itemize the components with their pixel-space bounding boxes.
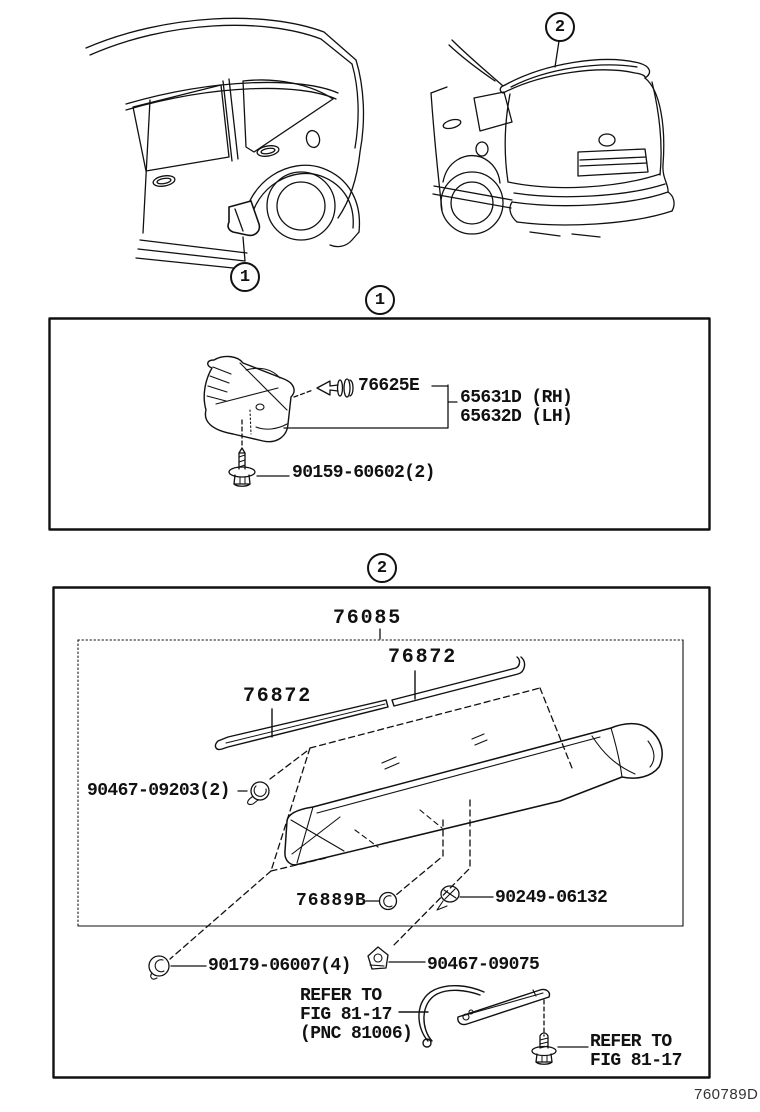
part-label-76872-left: 76872: [243, 685, 313, 708]
lamp-refer-note-line1: REFER TO: [300, 986, 382, 1006]
part-label-90467-09203: 90467-09203(2): [87, 781, 230, 801]
lamp-refer-note-line3: (PNC 81006): [300, 1024, 413, 1044]
callout-1-section-number: 1: [374, 290, 386, 310]
callout-1-on-car: [230, 262, 260, 292]
part-label-76872-right: 76872: [388, 646, 458, 669]
figure-code: 760789D: [694, 1086, 759, 1103]
part-label-76625e: 76625E: [358, 376, 420, 396]
part-label-65632d-lh: 65632D (LH): [460, 407, 573, 427]
car-side-view-art: [86, 18, 363, 269]
callout-2-on-car-number: 2: [554, 17, 566, 37]
part-label-90249-06132: 90249-06132: [495, 888, 608, 908]
clip-90467-09075-art: [368, 947, 425, 969]
clip-90467-09203-art: [238, 782, 269, 804]
part-label-90159-60602: 90159-60602(2): [292, 463, 435, 483]
grommet-90179-art: [149, 956, 206, 979]
callout-1-on-car-number: 1: [239, 267, 251, 287]
part-label-76085: 76085: [333, 607, 403, 630]
spoiler-body-art: [285, 724, 662, 865]
part-label-65631d-rh: 65631D (RH): [460, 388, 573, 408]
part-label-76889b: 76889B: [296, 891, 367, 911]
callout-2-on-car: [545, 12, 575, 42]
bolt-refer-note-line1: REFER TO: [590, 1032, 672, 1052]
section-1-box: [50, 319, 710, 530]
bolt-refer-note-line2: FIG 81-17: [590, 1051, 682, 1071]
part-label-90467-09075: 90467-09075: [427, 955, 540, 975]
screw-90159-art: [229, 420, 289, 486]
lamp-refer-note-line2: FIG 81-17: [300, 1005, 392, 1025]
stop-lamp-art: [399, 986, 549, 1047]
bolt-art: [532, 1000, 588, 1064]
screw-90249-art: [437, 886, 493, 910]
car-rear-view-art: [431, 40, 674, 237]
clip-76625e-art: [294, 379, 353, 397]
spoiler-dashed-outline: [170, 685, 572, 959]
callout-2-section-header: [367, 553, 397, 583]
grommet-76889b-art: [366, 893, 397, 910]
mudguard-art: [204, 356, 294, 441]
callout-2-section-number: 2: [376, 558, 388, 578]
callout-1-section-header: [365, 285, 395, 315]
part-label-90179-06007: 90179-06007(4): [208, 956, 351, 976]
